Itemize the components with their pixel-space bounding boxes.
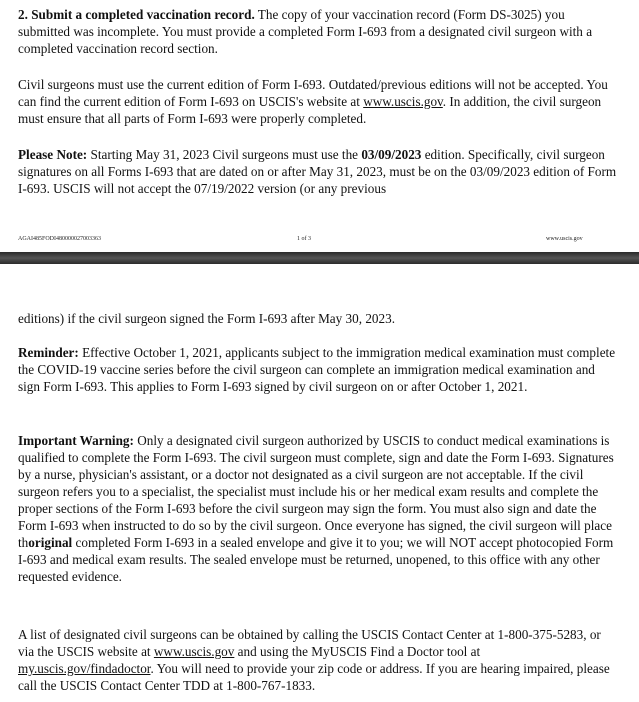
- footer-website: www.uscis.gov: [546, 236, 583, 242]
- edition-text-1: Civil surgeons must use the current edition of Form I-693. Outdated/previous editions will not be accepted. You can find the current edition of Form I-693 on USCIS's website at: [18, 77, 608, 109]
- please-note-text-1: Starting May 31, 2023 Civil surgeons must use the: [87, 147, 362, 162]
- document-page-2: [0, 264, 639, 702]
- important-warning-label: Important Warning:: [18, 433, 134, 448]
- warning-text-1: Only a designated civil surgeon authorized by USCIS to conduct medical examinations is qualified to complete the Form I-693. The civil surgeon must complete, sign and date the Form I-693. Signatures by a nurse, physician's assistant, or a doctor not designated as a civil surgeon are not acceptable. If the civil surgeon refers you to a specialist, the specialist must include his or her medical exam results and complete the proper sections of the Form I-693 before the civil surgeon may sign the form. You must also sign and date the Form I-693 when instructed to do so by the civil surgeon. Once everyone has signed, the civil surgeon will place th: [18, 433, 614, 550]
- uscis-website-link-2[interactable]: www.uscis.gov: [153, 644, 235, 659]
- reminder-label: Reminder:: [18, 345, 79, 360]
- find-a-doctor-link[interactable]: my.uscis.gov/findadoctor: [18, 661, 151, 676]
- reminder-text: Effective October 1, 2021, applicants subject to the immigration medical examination must complete the COVID-19 vaccine series before the civil surgeon can complete an immigration medical examination and sign Form I-693. This applies to Form I-693 signed by civil surgeon on or after October 1, 2021.: [18, 345, 616, 394]
- list-text-1: A list of designated civil surgeons can be obtained by calling the USCIS Contact Center at 1-800-375-5283, or via the USCIS website at: [18, 627, 601, 659]
- reminder-paragraph: [18, 344, 618, 395]
- please-note-text-2: edition. Specifically, civil surgeon signatures on all Forms I-693 that are dated on or after May 31, 2023, must be on the 03/09/2023 edition of Form I-693. USCIS will not accept the 07/19/2022 version (or any previous: [18, 147, 617, 196]
- section-2-text: The copy of your vaccination record (Form DS-3025) you submitted was incomplete. You must provide a completed Form I-693 from a designated civil surgeon with a completed vaccination record section.: [18, 7, 593, 56]
- important-warning-paragraph: [18, 432, 618, 585]
- please-note-label: Please Note:: [18, 147, 88, 162]
- please-note-paragraph: [18, 146, 618, 197]
- uscis-website-link[interactable]: www.uscis.gov: [363, 94, 443, 109]
- footer-document-id: AGAI485FODI480000027003363: [18, 236, 101, 242]
- footer-page-number: 1 of 3: [297, 236, 311, 242]
- civil-surgeon-list-paragraph: [18, 626, 618, 694]
- warning-text-2: completed Form I-693 in a sealed envelope and give it to you; we will NOT accept photocopied Form I-693 and medical exam results. The sealed envelope must be returned, unopened, to this office with any other requested evidence.: [18, 535, 614, 584]
- document-page-1: [0, 0, 639, 252]
- list-text-3: . You will need to provide your zip code or address. If you are hearing impaired, please call the USCIS Contact Center TDD at 1-800-767-1833.: [18, 661, 610, 693]
- edition-text-2: . In addition, the civil surgeon must ensure that all parts of Form I-693 were properly completed.: [18, 94, 602, 126]
- section-2-paragraph: [18, 6, 618, 57]
- continuation-paragraph: editions) if the civil surgeon signed the Form I-693 after May 30, 2023.: [18, 311, 395, 326]
- section-2-heading: 2. Submit a completed vaccination record.: [18, 7, 255, 22]
- edition-date: 03/09/2023: [361, 147, 422, 162]
- edition-paragraph: [18, 76, 618, 127]
- list-text-2: and using the MyUSCIS Find a Doctor tool at: [234, 644, 481, 659]
- page-divider: [0, 252, 639, 264]
- original-emphasis: original: [28, 535, 73, 550]
